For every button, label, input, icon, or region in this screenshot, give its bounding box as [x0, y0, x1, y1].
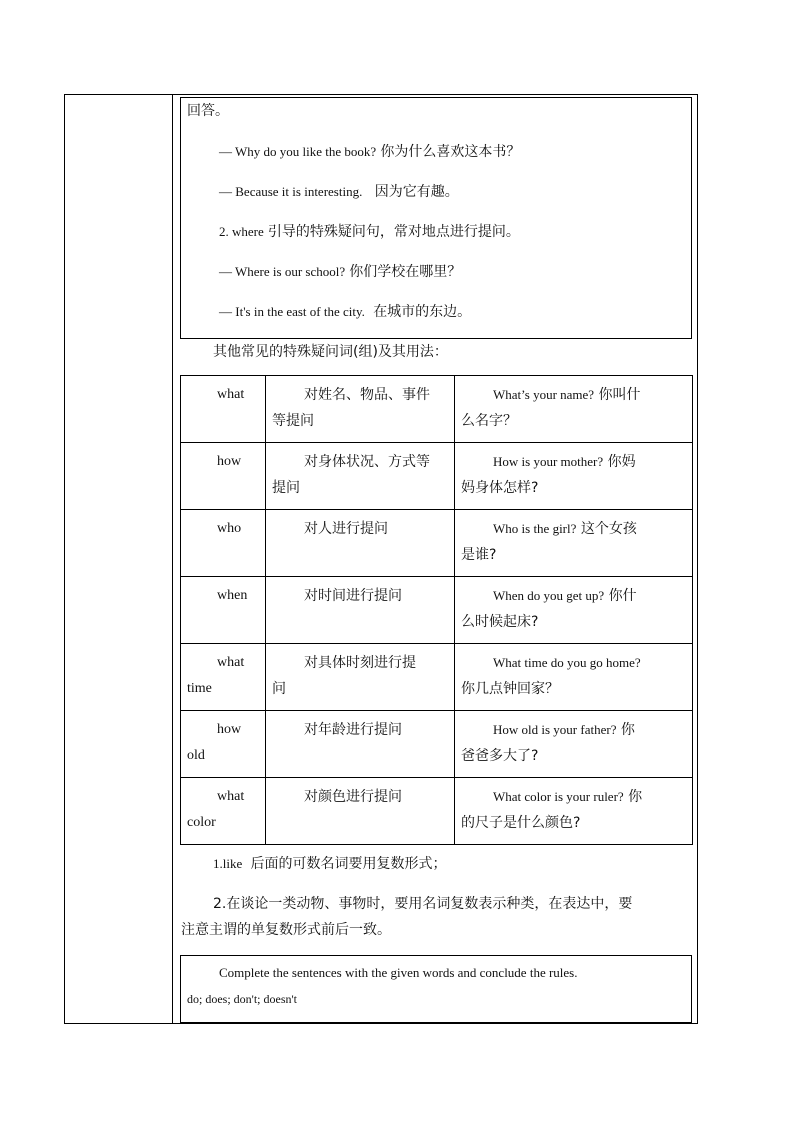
example-line2: 么时候起床? — [461, 614, 539, 630]
left-column — [65, 95, 173, 1023]
question-word-cell — [181, 510, 266, 577]
usage-text-cont: 等提问 — [272, 413, 314, 429]
question-word: how — [217, 454, 242, 469]
question-word-cell — [181, 376, 266, 443]
question-word-cont: color — [187, 815, 216, 830]
example-en: How old is your father? — [493, 722, 617, 737]
example-line2: 爸爸多大了? — [461, 748, 539, 764]
example-cell — [455, 711, 693, 778]
example-line1 — [461, 650, 686, 676]
exercise-instruction: Complete the sentences with the given words and conclude the rules. — [219, 965, 578, 980]
example-zh: 你 — [628, 789, 643, 805]
usage-text: 对具体时刻进行提 — [304, 655, 416, 671]
usage-cell — [266, 510, 455, 577]
example-en: When do you get up? — [493, 588, 605, 603]
usage-text: 对身体状况、方式等 — [304, 454, 430, 470]
usage-cell — [266, 711, 455, 778]
usage-cell — [266, 577, 455, 644]
question-word-cell — [181, 443, 266, 510]
example-line1 — [461, 583, 686, 609]
example-why: — Why do you like the book? 你为什么喜欢这本书？ — [219, 144, 521, 160]
example-cell — [455, 376, 693, 443]
example-cell — [455, 577, 693, 644]
note-plural-line2: 注意主谓的单复数形式前后一致。 — [181, 922, 391, 938]
example-cell — [455, 510, 693, 577]
example-zh: 你什 — [608, 588, 637, 604]
example-line1 — [461, 516, 686, 542]
table-row — [181, 443, 693, 510]
usage-text: 对姓名、物品、事件 — [304, 387, 430, 403]
usage-cell — [266, 644, 455, 711]
note-plural-line1: 2.在谈论一类动物、事物时，要用名词复数表示种类，在表达中，要 — [213, 896, 633, 912]
example-cell — [455, 778, 693, 845]
question-word-cell — [181, 711, 266, 778]
answer-text: 回答。 — [187, 103, 229, 119]
usage-text: 对人进行提问 — [304, 521, 388, 537]
example-zh: 你叫什 — [598, 387, 641, 403]
right-column — [173, 95, 697, 1023]
example-line2: 你几点钟回家？ — [461, 681, 559, 697]
question-word-cont: time — [187, 681, 212, 696]
table-row — [181, 376, 693, 443]
example-cell — [455, 644, 693, 711]
example-en: What time do you go home? — [493, 655, 641, 670]
question-word-cell — [181, 577, 266, 644]
exercise-box — [180, 955, 692, 1023]
example-where: — Where is our school? 你们学校在哪里？ — [219, 264, 462, 280]
question-words-table — [180, 375, 693, 845]
example-cell — [455, 443, 693, 510]
example-line2: 妈身体怎样? — [461, 480, 539, 496]
rule-where: 2. where 引导的特殊疑问句，常对地点进行提问。 — [219, 224, 520, 240]
question-word: how — [217, 722, 242, 737]
example-en: Who is the girl? — [493, 521, 577, 536]
usage-text-cont: 提问 — [272, 480, 300, 496]
question-word: what — [217, 387, 245, 402]
table-row — [181, 510, 693, 577]
example-line1 — [461, 784, 686, 810]
example-line1 — [461, 717, 686, 743]
usage-cell — [266, 376, 455, 443]
question-word: what — [217, 655, 245, 670]
grammar-notes-box — [180, 97, 692, 339]
lesson-table — [64, 94, 698, 1024]
example-zh: 这个女孩 — [580, 521, 637, 537]
example-east: — It's in the east of the city. 在城市的东边。 — [219, 304, 472, 320]
example-zh: 你妈 — [607, 454, 636, 470]
exercise-options: do; does; don't; doesn't — [187, 992, 297, 1006]
example-line1 — [461, 382, 686, 408]
question-word-cell — [181, 778, 266, 845]
example-en: What color is your ruler? — [493, 789, 624, 804]
example-line2: 的尺子是什么颜色? — [461, 815, 581, 831]
example-en: How is your mother? — [493, 454, 604, 469]
example-en: What’s your name? — [493, 387, 595, 402]
example-zh: 你 — [620, 722, 635, 738]
note-like: 1.like 后面的可数名词要用复数形式； — [213, 856, 447, 872]
question-word: what — [217, 789, 245, 804]
usage-text: 对年龄进行提问 — [304, 722, 402, 738]
table-row — [181, 644, 693, 711]
usage-cell — [266, 778, 455, 845]
example-line2: 是谁? — [461, 547, 497, 563]
other-words-heading: 其他常见的特殊疑问词(组)及其用法： — [213, 344, 448, 360]
table-row — [181, 711, 693, 778]
example-line1 — [461, 449, 686, 475]
example-line2: 么名字？ — [461, 413, 517, 429]
question-word: who — [217, 521, 242, 536]
table-row — [181, 577, 693, 644]
usage-text-cont: 问 — [272, 681, 286, 697]
usage-text: 对颜色进行提问 — [304, 789, 402, 805]
example-because: — Because it is interesting. 因为它有趣。 — [219, 184, 459, 200]
usage-cell — [266, 443, 455, 510]
table-row — [181, 778, 693, 845]
question-word: when — [217, 588, 248, 603]
question-word-cell — [181, 644, 266, 711]
question-word-cont: old — [187, 748, 205, 763]
usage-text: 对时间进行提问 — [304, 588, 402, 604]
